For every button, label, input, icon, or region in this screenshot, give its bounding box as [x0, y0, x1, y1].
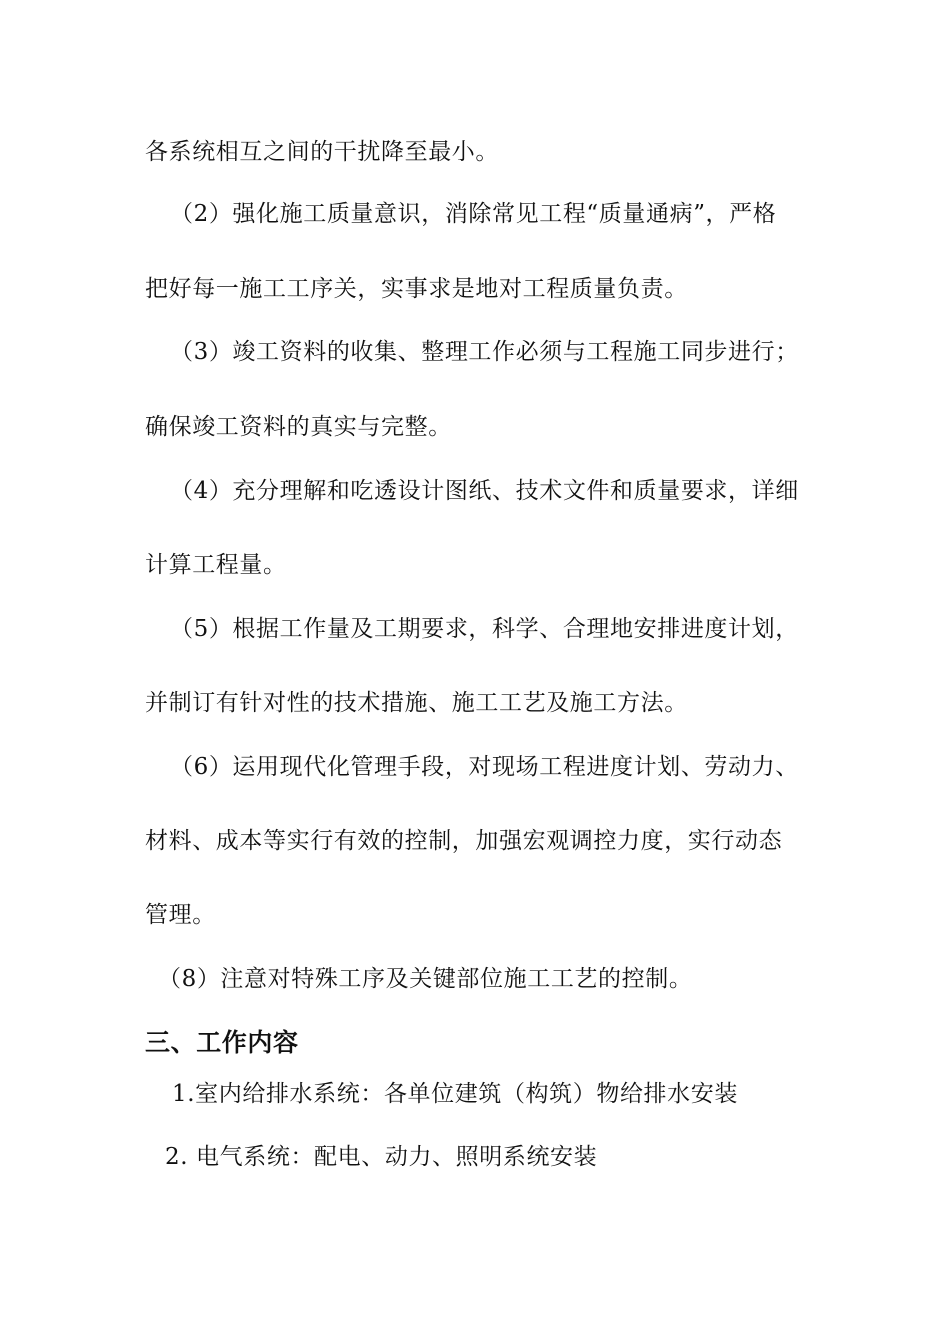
body-line-3: 把好每一施工工序关，实事求是地对工程质量负责。	[145, 276, 688, 302]
body-line-2: （2）强化施工质量意识，消除常见工程“质量通病”，严格	[170, 201, 777, 227]
body-line-5: 确保竣工资料的真实与完整。	[145, 414, 452, 440]
body-line-10: （6）运用现代化管理手段，对现场工程进度计划、劳动力、	[170, 754, 799, 780]
body-line-12: 管理。	[145, 902, 216, 928]
body-line-8: （5）根据工作量及工期要求，科学、合理地安排进度计划，	[170, 616, 799, 642]
body-line-7: 计算工程量。	[145, 552, 287, 578]
list-item-1: 1.室内给排水系统：各单位建筑（构筑）物给排水安装	[172, 1081, 738, 1107]
list-item-2: 2. 电气系统：配电、动力、照明系统安装	[165, 1144, 598, 1170]
body-line-4: （3）竣工资料的收集、整理工作必须与工程施工同步进行；	[170, 339, 799, 365]
body-line-6: （4）充分理解和吃透设计图纸、技术文件和质量要求，详细	[170, 478, 799, 504]
body-line-1: 各系统相互之间的干扰降至最小。	[145, 139, 499, 165]
body-line-13: （8）注意对特殊工序及关键部位施工工艺的控制。	[158, 966, 693, 992]
body-line-9: 并制订有针对性的技术措施、施工工艺及施工方法。	[145, 690, 688, 716]
section-heading: 三、工作内容	[145, 1028, 299, 1057]
body-line-11: 材料、成本等实行有效的控制，加强宏观调控力度，实行动态	[145, 828, 783, 854]
